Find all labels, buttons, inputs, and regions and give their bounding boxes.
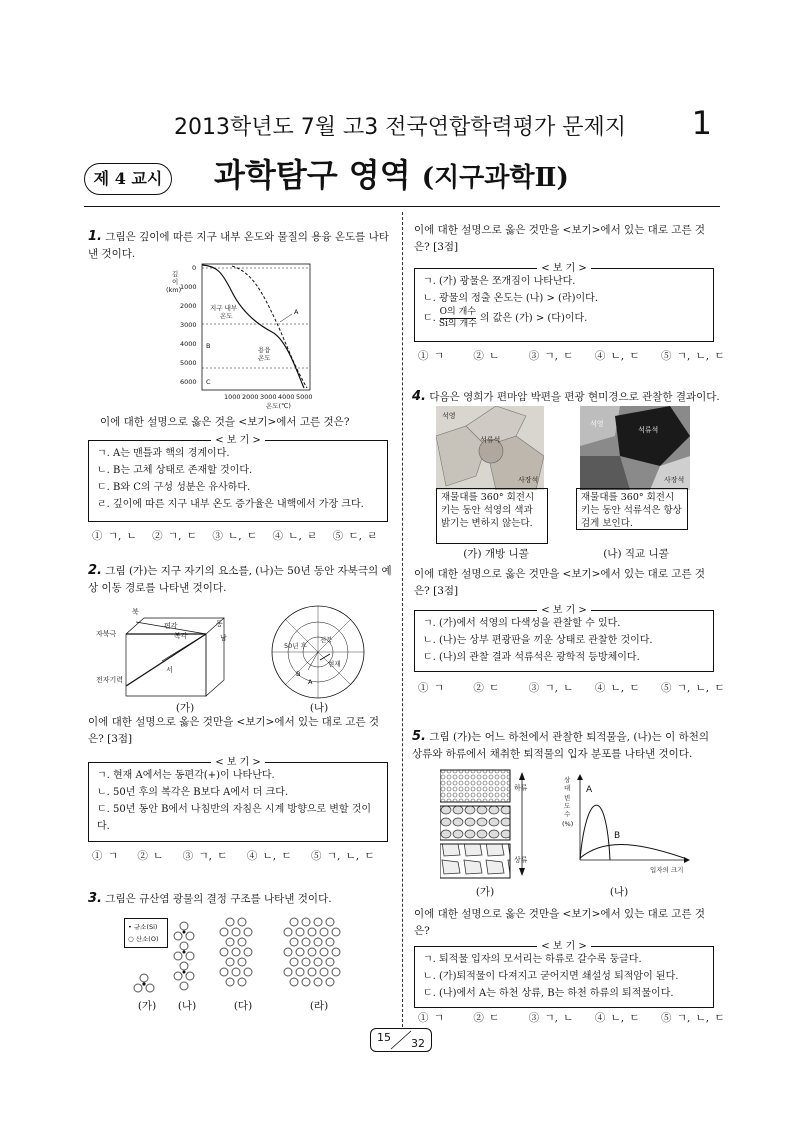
bogi-item [423, 307, 705, 330]
figure-caption-a: (가) 개방 니콜 [463, 548, 529, 560]
west-label: 서 [166, 666, 173, 674]
subject-title [214, 150, 569, 196]
figure-caption-a: (가) [137, 1000, 157, 1012]
bogi-item: ㄱ. (가) 광물은 쪼개짐이 나타난다. [423, 276, 576, 287]
choice-4[interactable]: ④ ㄴ, ㄷ [246, 850, 292, 862]
header-rule [84, 206, 720, 207]
bogi-item: ㄴ. 50년 후의 복각은 B보다 A에서 더 크다. [97, 787, 289, 798]
point-b-label: B [296, 670, 301, 678]
item-suffix: 의 값은 (가) > (다)이다. [479, 313, 588, 324]
y-axis-label: 깊 [172, 270, 179, 278]
total-pages: 32 [411, 1037, 425, 1050]
bogi-item: ㄷ. (나)의 관찰 결과 석류석은 광학적 등방체이다. [423, 652, 640, 663]
choice-4[interactable]: ④ ㄴ, ㄷ [594, 350, 640, 362]
bogi-title: < 보 기 > [211, 757, 265, 768]
q1-ask: 이에 대한 설명으로 옳은 것을 <보기>에서 고른 것은? [100, 416, 350, 428]
fifty-years-label: 50년 후 [284, 642, 307, 650]
bogi-item: ㄷ. (나)에서 A는 하천 상류, B는 하천 하류의 퇴적물이다. [423, 988, 674, 999]
q5-ask: 이에 대한 설명으로 옳은 것만을 <보기>에서 있는 대로 고른 것은? [414, 908, 706, 937]
x-tick: 5000 [296, 393, 313, 401]
question-text: 그림은 깊이에 따른 지구 내부 온도와 물질의 용융 온도를 나타낸 것이다. [88, 231, 389, 260]
downstream-label: 하류 [514, 784, 528, 792]
q4-open-nicol-image [436, 406, 544, 490]
total-force-label: 전자기력 [96, 676, 124, 684]
legend-o: ○ 산소(O) [128, 935, 159, 943]
upstream-label: 상류 [514, 856, 528, 864]
curve-a-label: A [586, 785, 593, 795]
bogi-item: ㄴ. (가)퇴적물이 다져지고 굳어지면 쇄설성 퇴적암이 된다. [423, 971, 679, 982]
choice-3[interactable]: ③ ㄱ, ㄷ [182, 850, 228, 862]
column-divider [402, 212, 403, 1027]
curve-b-label: B [614, 831, 621, 841]
choice-3[interactable]: ③ ㄴ, ㄷ [212, 530, 258, 542]
bogi-item: ㄹ. 깊이에 따른 지구 내부 온도 증가율은 내핵에서 가장 크다. [97, 499, 364, 510]
y-axis-label: 상 [564, 776, 571, 784]
choice-1[interactable]: ① ㄱ [92, 850, 118, 862]
period-badge: 제 4 교시 [84, 163, 172, 195]
choice-3[interactable]: ③ ㄱ, ㄴ [528, 682, 574, 694]
figure-caption-a: (가) [175, 702, 195, 714]
bogi-item: ㄴ. 광물의 정출 온도는 (나) > (라)이다. [423, 293, 598, 304]
y-axis-label: 수 [564, 810, 571, 818]
y-tick: 4000 [180, 340, 197, 348]
y-axis-label: (km) [166, 286, 182, 294]
x-tick: 3000 [260, 393, 277, 401]
figure-caption-b: (나) [609, 886, 629, 898]
question-number: 5. [412, 729, 426, 744]
melting-temp-label: 온도 [258, 354, 271, 362]
question-5-stem [412, 728, 722, 763]
y-axis-label: 도 [564, 802, 571, 810]
east-label: 동 [216, 620, 223, 628]
bogi-item: ㄴ. B는 고체 상태로 존재할 것이다. [97, 465, 253, 476]
figure-caption-b: (나) 직교 니콜 [603, 548, 669, 560]
question-1-stem [88, 228, 394, 263]
q3-bogi-box [414, 263, 714, 342]
inclination-label: 복각 [174, 632, 188, 640]
fraction-numerator: O의 개수 [439, 307, 476, 317]
choice-1[interactable]: ① ㄱ [418, 350, 444, 362]
legend-si: • 규소(Si) [128, 923, 158, 931]
x-axis-label: 온도(℃) [266, 402, 291, 410]
question-number: 3. [88, 891, 102, 906]
page-number: 1 [691, 104, 712, 142]
bogi-title: < 보 기 > [537, 263, 591, 274]
current-page: 15 [377, 1031, 391, 1044]
layer-c-label: C [206, 378, 211, 386]
q3-silicate-structures [130, 912, 350, 1004]
plagioclase-label: 사장석 [664, 476, 685, 484]
subject-main: 과학탐구 영역 [214, 156, 411, 194]
q4-note-b: 재물대를 360° 회전시키는 동안 석류석은 항상 검게 보인다. [576, 488, 688, 530]
y-tick: 6000 [180, 378, 197, 386]
page-counter [370, 1028, 432, 1052]
choice-4[interactable]: ④ ㄴ, ㄷ [594, 1012, 640, 1024]
question-text: 다음은 영희가 편마암 박편을 편광 현미경으로 관찰한 결과이다. [429, 391, 720, 403]
q2-choices [92, 848, 402, 863]
q2-pole-path-diagram [270, 604, 366, 700]
y-axis-label: 빈 [564, 794, 571, 802]
choice-1[interactable]: ① ㄱ, ㄴ [92, 530, 137, 542]
fraction-denominator: Si의 개수 [438, 319, 477, 329]
y-tick: 0 [192, 264, 197, 272]
question-number: 2. [88, 563, 102, 578]
question-number: 1. [88, 229, 102, 244]
garnet-label: 석류석 [638, 426, 659, 434]
y-axis-label: 이 [172, 278, 179, 286]
q2-magnetic-elements-diagram [96, 606, 236, 702]
q4-note-a: 재물대를 360° 회전시키는 동안 석영의 색과 밝기는 변하지 않는다. [436, 488, 548, 544]
choice-3[interactable]: ③ ㄱ, ㄷ [528, 350, 574, 362]
layer-b-label: B [206, 342, 211, 350]
bogi-item: ㄴ. (나)는 상부 편광판을 끼운 상태로 관찰한 것이다. [423, 635, 653, 646]
true-north-label: 진북 [320, 636, 333, 644]
subject-sub: (지구과학Ⅱ) [421, 163, 569, 193]
figure-caption-a: (가) [475, 886, 495, 898]
choice-5[interactable]: ⑤ ㄱ, ㄴ, ㄷ [660, 682, 725, 694]
choice-5[interactable]: ⑤ ㄱ, ㄴ, ㄷ [310, 850, 375, 862]
melting-temp-label: 용융 [258, 346, 271, 354]
question-text: 그림은 규산염 광물의 결정 구조를 나타낸 것이다. [105, 893, 332, 905]
q1-bogi-box [88, 435, 388, 522]
q5-choices [418, 1010, 728, 1025]
south-label: 남 [220, 634, 227, 642]
garnet-label: 석류석 [480, 436, 501, 444]
choice-4[interactable]: ④ ㄴ, ㄹ [272, 530, 318, 542]
north-label: 북 [132, 608, 139, 616]
y-tick: 1000 [180, 283, 197, 291]
x-tick: 2000 [242, 393, 259, 401]
figure-caption-b: (나) [177, 1000, 197, 1012]
q1-choices [92, 528, 402, 543]
question-2-stem [88, 562, 394, 597]
point-a-label: A [308, 678, 313, 686]
q3-ask: 이에 대한 설명으로 옳은 것만을 <보기>에서 있는 대로 고른 것은? [3점] [414, 224, 706, 253]
choice-3[interactable]: ③ ㄱ, ㄴ [528, 1012, 574, 1024]
q3-choices [418, 348, 728, 363]
bogi-item: ㄷ. 50년 동안 B에서 나침반의 자침은 시계 방향으로 변할 것이다. [97, 804, 372, 832]
figure-caption-c: (다) [233, 1000, 253, 1012]
bogi-item: ㄱ. A는 맨틀과 핵의 경계이다. [97, 448, 230, 459]
q4-bogi-box [414, 605, 714, 672]
x-axis-label: 입자의 크기 [650, 866, 684, 874]
bogi-item: ㄱ. (가)에서 석영의 다색성을 관찰할 수 있다. [423, 618, 621, 629]
choice-5[interactable]: ⑤ ㄱ, ㄴ, ㄷ [660, 350, 725, 362]
quartz-label: 석영 [590, 420, 604, 428]
q4-crossed-nicol-image [580, 406, 690, 490]
bogi-item: ㄷ. B와 C의 구성 성분은 유사하다. [97, 482, 251, 493]
inner-temp-label: 온도 [220, 312, 233, 320]
y-tick: 5000 [180, 359, 197, 367]
y-tick: 2000 [180, 302, 197, 310]
choice-5[interactable]: ⑤ ㄱ, ㄴ, ㄷ [660, 1012, 725, 1024]
question-4-stem [412, 388, 722, 406]
plagioclase-label: 사장석 [518, 476, 539, 484]
bogi-title: < 보 기 > [211, 435, 265, 446]
y-tick: 3000 [180, 321, 197, 329]
q2-bogi-box [88, 757, 388, 842]
quartz-label: 석영 [442, 412, 456, 420]
exam-title: 2013학년도 7월 고3 전국연합학력평가 문제지 [174, 115, 626, 140]
q5-bogi-box [414, 941, 714, 1008]
q4-ask: 이에 대한 설명으로 옳은 것만을 <보기>에서 있는 대로 고른 것은? [3점] [414, 568, 706, 597]
bogi-item: ㄱ. 현재 A에서는 동편각(+)이 나타난다. [97, 770, 275, 781]
y-axis-label: 대 [564, 784, 571, 792]
question-text: 그림 (가)는 어느 하천에서 관찰한 퇴적물을, (나)는 이 하천의 상류와 하류에서 채취한 퇴적물의 입자 분포를 나타낸 것이다. [412, 731, 710, 760]
choice-2[interactable]: ② ㄷ [473, 1012, 500, 1024]
choice-1[interactable]: ① ㄱ [418, 1012, 444, 1024]
question-3-stem [88, 890, 394, 908]
q5-sediment-image [440, 768, 550, 880]
question-text: 그림 (가)는 지구 자기의 요소를, (나)는 50년 동안 자북극의 예상 이동 경로를 나타낸 것이다. [88, 565, 392, 594]
bogi-title: < 보 기 > [537, 605, 591, 616]
choice-2[interactable]: ② ㄴ [473, 350, 500, 362]
fraction [439, 307, 477, 330]
point-a-label: A [294, 308, 299, 316]
bogi-item: ㄱ. 퇴적물 입자의 모서리는 하류로 갈수록 둥글다. [423, 954, 642, 965]
choice-1[interactable]: ① ㄱ [418, 682, 444, 694]
choice-4[interactable]: ④ ㄴ, ㄷ [594, 682, 640, 694]
choice-2[interactable]: ② ㄴ [137, 850, 164, 862]
question-number: 4. [412, 389, 426, 404]
q4-choices [418, 680, 728, 695]
magnetic-north-label: 자북극 [96, 630, 117, 638]
x-tick: 4000 [278, 393, 295, 401]
bogi-title: < 보 기 > [537, 941, 591, 952]
figure-caption-d: (라) [309, 1000, 329, 1012]
q1-depth-temperature-graph [162, 262, 322, 412]
item-prefix: ㄷ. [423, 313, 436, 324]
x-tick: 1000 [224, 393, 241, 401]
choice-2[interactable]: ② ㄷ [473, 682, 500, 694]
figure-caption-b: (나) [309, 702, 329, 714]
current-label: 현재 [328, 660, 341, 668]
inner-temp-label: 지구 내부 [210, 304, 238, 312]
choice-5[interactable]: ⑤ ㄷ, ㄹ [332, 530, 378, 542]
choice-2[interactable]: ② ㄱ, ㄷ [152, 530, 197, 542]
y-axis-label: (%) [562, 820, 574, 828]
q2-ask: 이에 대한 설명으로 옳은 것만을 <보기>에서 있는 대로 고른 것은? [3점] [88, 716, 380, 745]
q5-particle-distribution-graph [562, 772, 692, 876]
declination-label: 편각 [164, 622, 178, 630]
